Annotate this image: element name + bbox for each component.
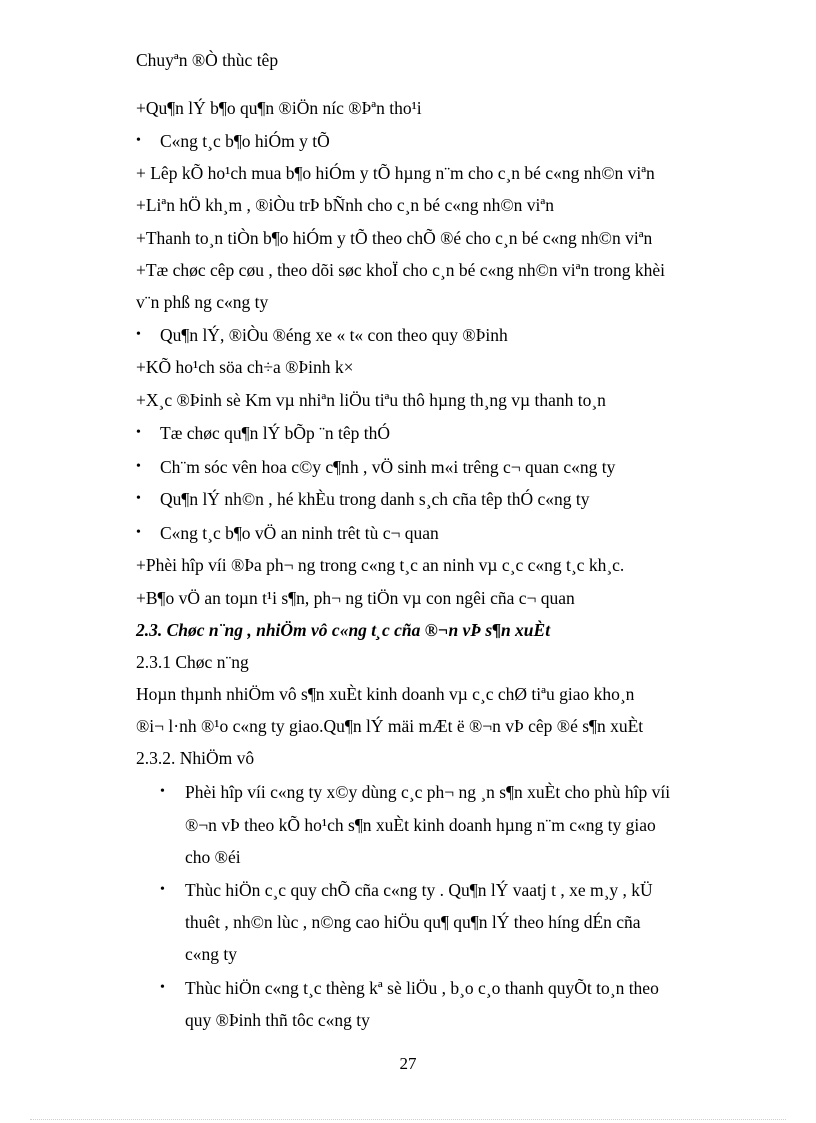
bullet-continuation: quy ®Þinh thñ tôc c«ng ty — [185, 1010, 370, 1030]
bullet-text: Qu¶n lÝ, ®iÒu ®éng xe « t« con theo quy ®Þinh — [160, 325, 508, 345]
text-line: Hoµn thµnh nhiÖm vô s¶n xuÈt kinh doanh vµ c¸c chØ tiªu giao kho¸n — [136, 684, 635, 704]
page-number: 27 — [399, 1054, 417, 1073]
bullet-text: Tæ chøc qu¶n lÝ bÕp ¨n têp thÓ — [160, 423, 391, 443]
bullet-icon: • — [136, 133, 141, 148]
section-heading: 2.3. Chøc n¨ng , nhiÖm vô c«ng t¸c cña ®¬n vÞ s¶n xuÈt — [136, 620, 551, 640]
bullet-text: C«ng t¸c b¶o vÖ an ninh trêt tù c¬ quan — [160, 523, 439, 543]
text-line: +Phèi hîp víi ®Þa ph¬ ng trong c«ng t¸c an ninh vµ c¸c c«ng t¸c kh¸c. — [136, 555, 625, 575]
text-line: +Liªn hÖ kh¸m , ®iÒu trÞ bÑnh cho c¸n bé c«ng nh©n viªn — [136, 195, 554, 215]
bullet-icon: • — [160, 980, 165, 995]
bullet-continuation: cho ®éi — [185, 847, 241, 867]
bullet-icon: • — [160, 784, 165, 799]
text-line: +Qu¶n lÝ b¶o qu¶n ®iÖn níc ®Þªn tho¹i — [136, 98, 422, 118]
bullet-item — [160, 878, 726, 902]
subsection-heading: 2.3.2. NhiÖm vô — [136, 748, 255, 768]
bullet-icon: • — [136, 491, 141, 506]
bullet-item — [136, 521, 726, 545]
bullet-icon: • — [160, 882, 165, 897]
bullet-continuation: c«ng ty — [185, 944, 238, 964]
bullet-text: C«ng t¸c b¶o hiÓm y tÕ — [160, 131, 330, 151]
bullet-item — [136, 487, 726, 511]
text-line: ®i¬ l·nh ®¹o c«ng ty giao.Qu¶n lÝ mäi mÆt ë ®¬n vÞ cêp ®é s¶n xuÈt — [136, 716, 644, 736]
bullet-icon: • — [136, 525, 141, 540]
subsection-heading: 2.3.1 Chøc n¨ng — [136, 652, 249, 672]
bullet-item — [160, 976, 726, 1000]
bullet-item — [136, 323, 726, 347]
page-bottom-divider — [30, 1119, 786, 1120]
bullet-text: Ch¨m sóc vên hoa c©y c¶nh , vÖ sinh m«i trêng c¬ quan c«ng ty — [160, 457, 616, 477]
text-line: Chuyªn ®Ò thùc têp — [136, 50, 279, 70]
bullet-item — [136, 455, 726, 479]
bullet-text: Qu¶n lÝ nh©n , hé khÈu trong danh s¸ch cña têp thÓ c«ng ty — [160, 489, 590, 509]
text-line: +Thanh to¸n tiÒn b¶o hiÓm y tÕ theo chÕ ®é cho c¸n bé c«ng nh©n viªn — [136, 228, 653, 248]
bullet-icon: • — [136, 459, 141, 474]
bullet-text: Thùc hiÖn c«ng t¸c thèng kª sè liÖu , b¸o c¸o thanh quyÕt to¸n theo — [185, 978, 659, 998]
text-line: v¨n phß ng c«ng ty — [136, 292, 269, 312]
bullet-icon: • — [136, 425, 141, 440]
bullet-text: Phèi hîp víi c«ng ty x©y dùng c¸c ph¬ ng ¸n s¶n xuÈt cho phù hîp víi — [185, 782, 671, 802]
text-line: + Lêp kÕ ho¹ch mua b¶o hiÓm y tÕ hµng n¨m cho c¸n bé c«ng nh©n viªn — [136, 163, 655, 183]
text-line: +KÕ ho¹ch söa ch÷a ®Þinh k× — [136, 357, 354, 377]
bullet-continuation: ®¬n vÞ theo kÕ ho¹ch s¶n xuÈt kinh doanh hµng n¨m c«ng ty giao — [185, 815, 656, 835]
bullet-continuation: thuêt , nh©n lùc , n©ng cao hiÖu qu¶ qu¶n lÝ theo híng dÉn cña — [185, 912, 641, 932]
bullet-item — [136, 421, 726, 445]
bullet-text: Thùc hiÖn c¸c quy chÕ cña c«ng ty . Qu¶n lÝ vaatj t , xe m¸y , kÜ — [185, 880, 653, 900]
bullet-item — [160, 780, 726, 804]
text-line: +X¸c ®Þinh sè Km vµ nhiªn liÖu tiªu thô hµng th¸ng vµ thanh to¸n — [136, 390, 606, 410]
bullet-item — [136, 129, 726, 153]
bullet-icon: • — [136, 327, 141, 342]
text-line: +Tæ chøc cêp cøu , theo dõi søc khoÏ cho c¸n bé c«ng nh©n viªn trong khèi — [136, 260, 666, 280]
text-line: +B¶o vÖ an toµn t¹i s¶n, ph¬ ng tiÖn vµ con ngêi cña c¬ quan — [136, 588, 575, 608]
